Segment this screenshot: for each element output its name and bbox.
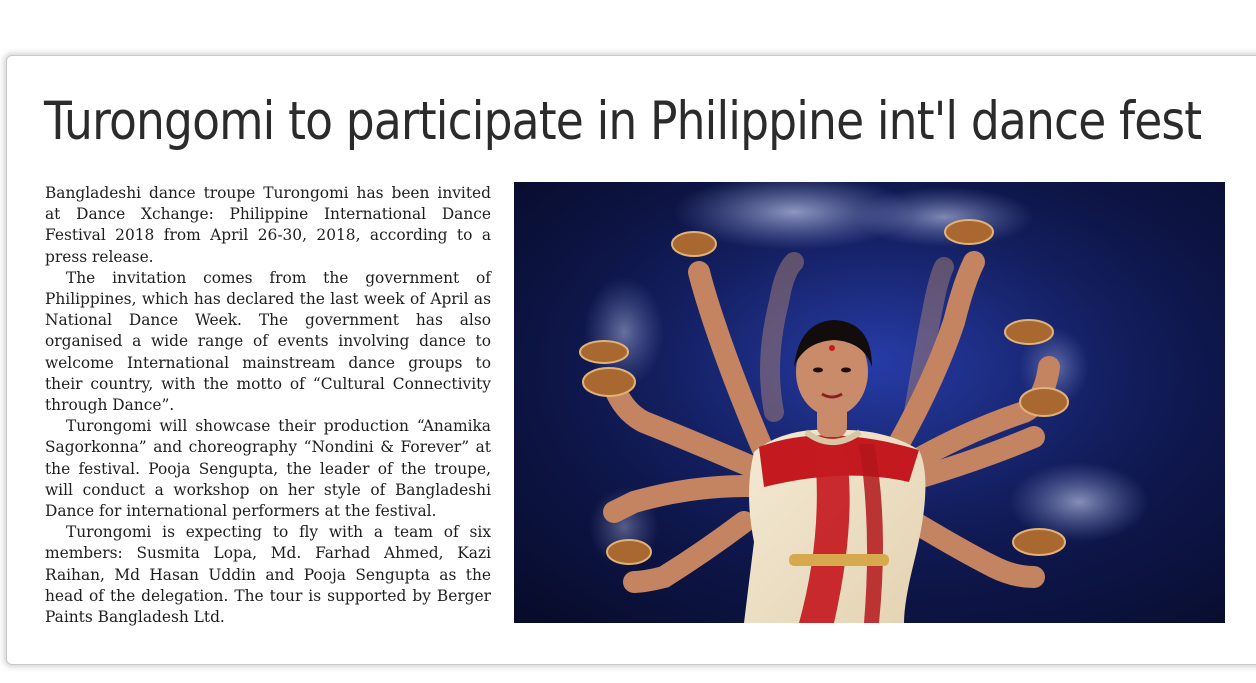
article-paragraph-1: Bangladeshi dance troupe Turongomi has been invited at Dance Xchange: Philippine International Dance Festival 2018 from April 26-30, 2018, according to a press release.: [45, 184, 491, 266]
article-paragraph-3: Turongomi will showcase their production “Anamika Sagorkonna” and choreography “Nondini & Forever” at the festival. Pooja Sengupta, the leader of the troupe, will conduct a workshop on her style of Bangladeshi Dance for international performers at the festival.: [45, 417, 491, 521]
article-body: [45, 183, 491, 628]
article-paragraph-2: The invitation comes from the government of Philippines, which has declared the last week of April as National Dance Week. The government has also organised a wide range of events involving dance to welcome International mainstream dance groups to their country, with the motto of “Cultural Connectivity through Dance”.: [45, 268, 491, 415]
article-paragraph-4: Turongomi is expecting to fly with a team of six members: Susmita Lopa, Md. Farhad Ahmed, Kazi Raihan, Md Hasan Uddin and Pooja Sengupta as the head of the delegation. The tour is supported by Berger Paints Bangladesh Ltd.: [45, 523, 491, 627]
dancer-photo: [514, 182, 1225, 623]
article-headline: Turongomi to participate in Philippine int'l dance fest: [44, 91, 1202, 152]
dancer-illustration: [514, 182, 1225, 623]
